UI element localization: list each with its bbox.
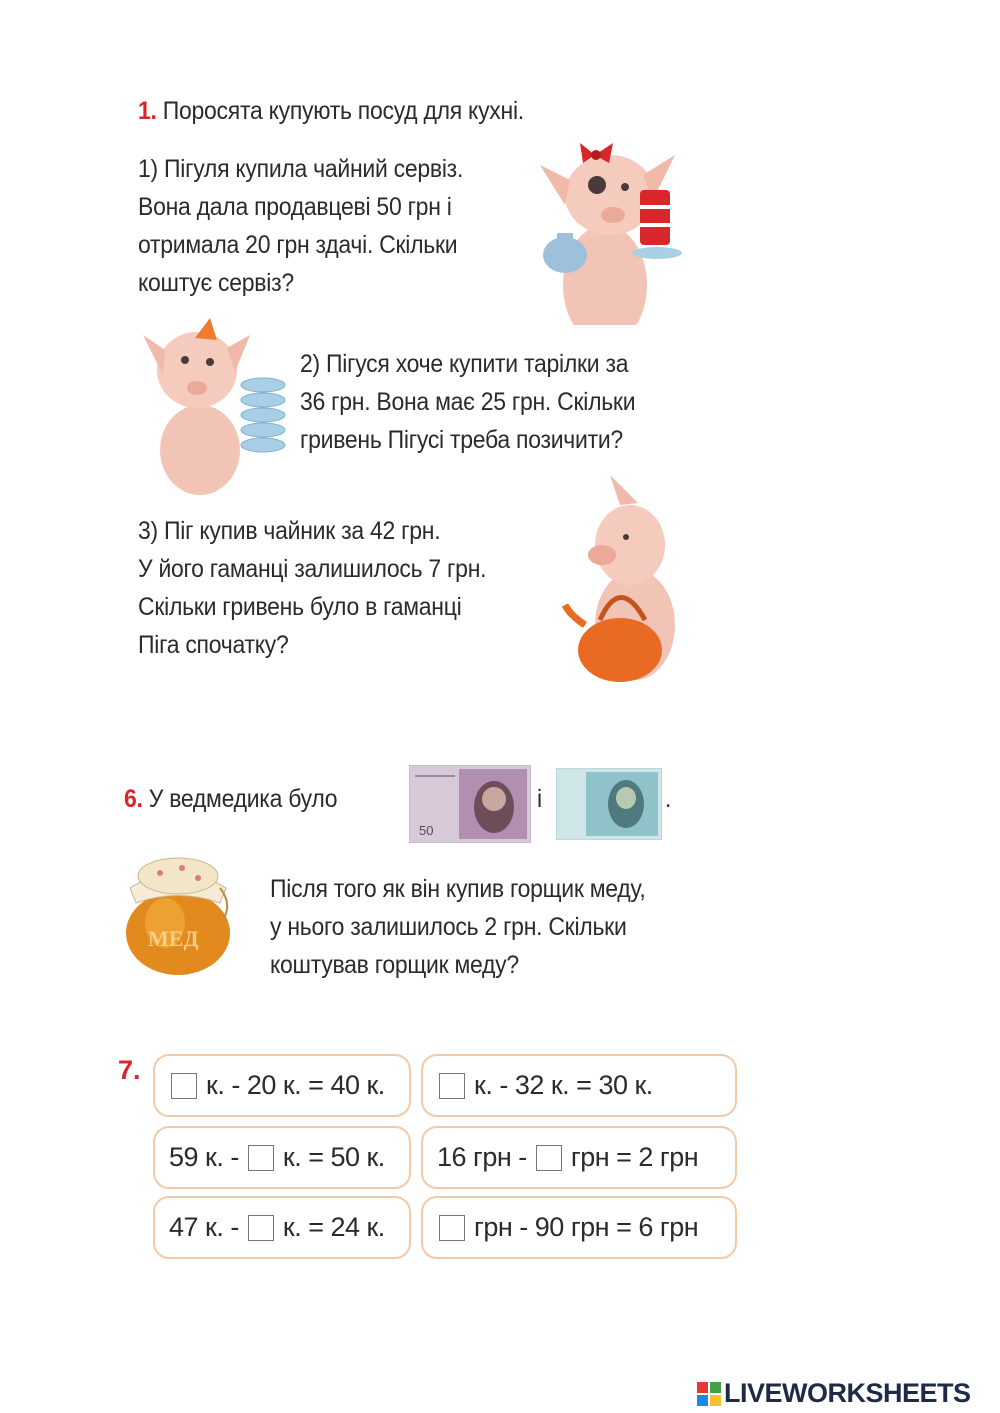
equation-part: к. - 20 к. = 40 к. xyxy=(206,1070,385,1100)
banknote-50-hryvnia-image xyxy=(409,765,531,843)
equation-part: 47 к. - xyxy=(169,1212,239,1242)
equation-box xyxy=(421,1196,737,1259)
problem-line: 36 грн. Вона має 25 грн. Скільки xyxy=(300,388,636,416)
task1-problem-3 xyxy=(138,512,486,664)
honey-jar-illustration xyxy=(120,848,235,978)
problem-line: коштував горщик меду? xyxy=(270,951,519,979)
equation-part: к. = 50 к. xyxy=(282,1142,385,1172)
task1-heading xyxy=(138,92,524,130)
banknote-denomination: 50 xyxy=(419,823,434,838)
task1-problem-2 xyxy=(300,345,635,459)
liveworksheets-logo xyxy=(696,1378,971,1409)
problem-line: 3) Піг купив чайник за 42 грн. xyxy=(138,517,441,545)
equation-box xyxy=(421,1054,737,1117)
problem-line: У його гаманці залишилось 7 грн. xyxy=(138,555,487,583)
problem-line: Вона дала продавцеві 50 грн і xyxy=(138,193,452,221)
problem-line: Після того як він купив горщик меду, xyxy=(270,875,646,903)
equation-box xyxy=(421,1126,737,1189)
banknote-hryvnia-image xyxy=(556,768,662,840)
answer-input-box[interactable] xyxy=(248,1145,274,1171)
equation-part: грн = 2 грн xyxy=(570,1142,699,1172)
equation-part: грн - 90 грн = 6 грн xyxy=(474,1212,699,1242)
liveworksheets-logo-text: LIVEWORKSHEETS xyxy=(724,1378,971,1408)
liveworksheets-logo-icon xyxy=(696,1381,722,1407)
problem-line: у нього залишилось 2 грн. Скільки xyxy=(270,913,627,941)
answer-input-box[interactable] xyxy=(248,1215,274,1241)
task6-lead: У ведмедика було xyxy=(148,785,338,813)
equation-part: 59 к. - xyxy=(169,1142,239,1172)
equation-box xyxy=(153,1054,411,1117)
answer-input-box[interactable] xyxy=(536,1145,562,1171)
answer-input-box[interactable] xyxy=(439,1215,465,1241)
equation-box xyxy=(153,1196,411,1259)
task6-number: 6. xyxy=(124,785,143,813)
equation-part: к. - 32 к. = 30 к. xyxy=(474,1070,653,1100)
answer-input-box[interactable] xyxy=(171,1073,197,1099)
equation-part: к. = 24 к. xyxy=(282,1212,385,1242)
task1-title: Поросята купують посуд для кухні. xyxy=(162,97,524,125)
problem-line: отримала 20 грн здачі. Скільки xyxy=(138,231,458,259)
problem-line: Піга спочатку? xyxy=(138,631,289,659)
answer-input-box[interactable] xyxy=(439,1073,465,1099)
problem-line: 2) Пігуся хоче купити тарілки за xyxy=(300,350,629,378)
pig-with-plates-illustration xyxy=(135,310,295,495)
equation-part: 16 грн - xyxy=(437,1142,527,1172)
problem-line: гривень Пігусі треба позичити? xyxy=(300,426,623,454)
task1-number: 1. xyxy=(138,97,157,125)
pig-with-teaset-illustration xyxy=(525,135,695,325)
problem-line: Скільки гривень було в гаманці xyxy=(138,593,462,621)
problem-line: коштує сервіз? xyxy=(138,269,294,297)
honey-label: МЕД xyxy=(148,926,199,951)
task6-problem xyxy=(270,870,645,984)
task1-problem-1 xyxy=(138,150,463,302)
problem-line: 1) Пігуля купила чайний сервіз. xyxy=(138,155,464,183)
pig-with-kettle-illustration xyxy=(560,475,690,695)
task6-and: і xyxy=(537,785,542,813)
task6-period: . xyxy=(665,785,672,813)
task6-heading xyxy=(124,780,337,818)
equation-box xyxy=(153,1126,411,1189)
task7-number: 7. xyxy=(118,1055,141,1085)
